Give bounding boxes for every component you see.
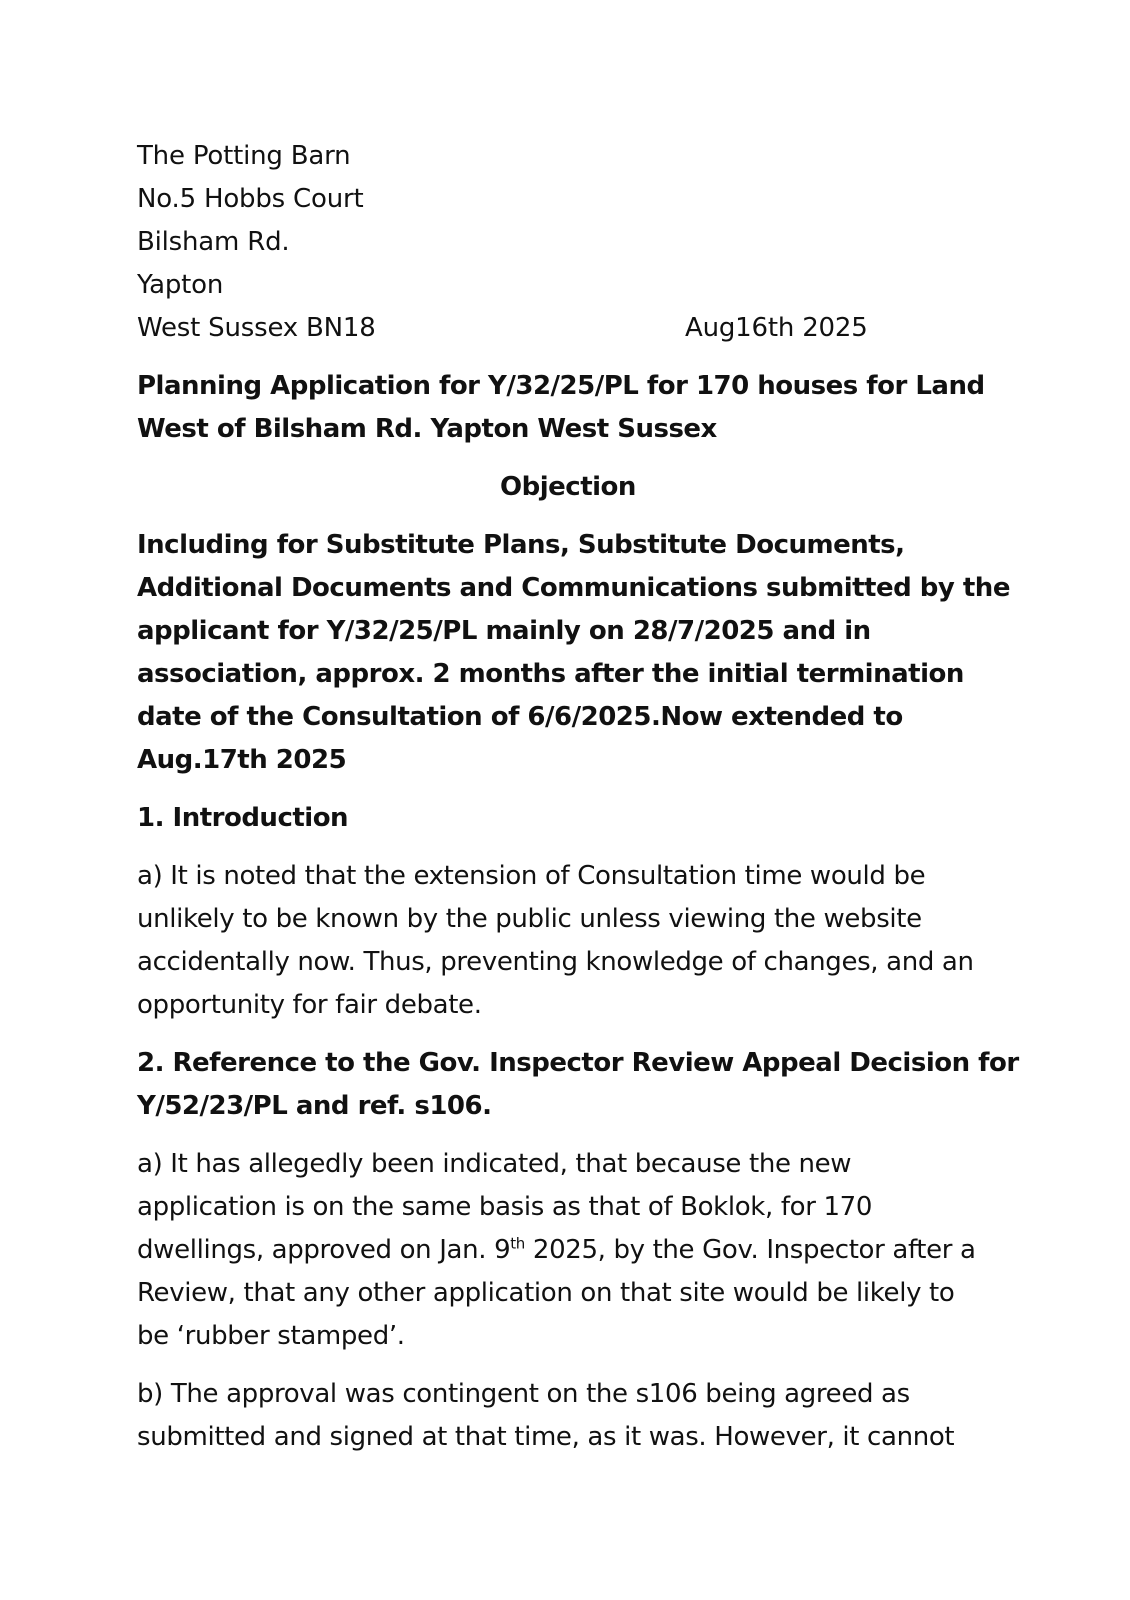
paragraph-line: be ‘rubber stamped’. (137, 1321, 405, 1351)
paragraph-line: b) The approval was contingent on the s106 being agreed as (137, 1379, 910, 1409)
paragraph-line: application is on the same basis as that of Boklok, for 170 (137, 1192, 873, 1222)
address-line: West Sussex BN18 (137, 313, 376, 343)
including-line: association, approx. 2 months after the initial termination (137, 659, 964, 689)
letter-title (137, 365, 1007, 451)
including-line: Additional Documents and Communications submitted by the (137, 573, 1010, 603)
heading-line: Y/52/23/PL and ref. s106. (137, 1091, 492, 1121)
objection-heading: Objection (500, 472, 636, 502)
section-2-paragraph-a (137, 1143, 1007, 1358)
section-1-paragraph-a (137, 855, 1007, 1027)
paragraph-line: unlikely to be known by the public unless viewing the website (137, 904, 922, 934)
address-line: No.5 Hobbs Court (137, 184, 364, 214)
sender-address (137, 135, 1007, 350)
paragraph-line: accidentally now. Thus, preventing knowledge of changes, and an (137, 947, 974, 977)
text-segment: 2025, by the Gov. Inspector after a (524, 1235, 976, 1265)
title-line: West of Bilsham Rd. Yapton West Sussex (137, 414, 717, 444)
paragraph-line: a) It has allegedly been indicated, that because the new (137, 1149, 852, 1179)
title-line: Planning Application for Y/32/25/PL for 170 houses for Land (137, 371, 985, 401)
address-line-with-date (137, 307, 1007, 350)
including-line: Including for Substitute Plans, Substitute Documents, (137, 530, 905, 560)
letter-page (137, 135, 1019, 1459)
paragraph-line: a) It is noted that the extension of Consultation time would be (137, 861, 926, 891)
heading-line: 2. Reference to the Gov. Inspector Review Appeal Decision for (137, 1048, 1019, 1078)
including-statement (137, 524, 1010, 782)
ordinal-suffix: th (510, 1234, 525, 1253)
address-line: Yapton (137, 270, 224, 300)
text-segment: dwellings, approved on Jan. 9 (137, 1235, 511, 1265)
address-line: The Potting Barn (137, 141, 351, 171)
including-line: date of the Consultation of 6/6/2025.Now extended to (137, 702, 903, 732)
including-line: Aug.17th 2025 (137, 745, 347, 775)
paragraph-line: opportunity for fair debate. (137, 990, 482, 1020)
paragraph-line (137, 1229, 1007, 1272)
section-2-paragraph-b (137, 1373, 1007, 1459)
section-1-heading: 1. Introduction (137, 803, 349, 833)
paragraph-line: submitted and signed at that time, as it was. However, it cannot (137, 1422, 955, 1452)
paragraph-line: Review, that any other application on that site would be likely to (137, 1278, 955, 1308)
including-line: applicant for Y/32/25/PL mainly on 28/7/2025 and in (137, 616, 871, 646)
section-2-heading (137, 1042, 1019, 1128)
address-line: Bilsham Rd. (137, 227, 290, 257)
letter-date: Aug16th 2025 (685, 313, 868, 343)
